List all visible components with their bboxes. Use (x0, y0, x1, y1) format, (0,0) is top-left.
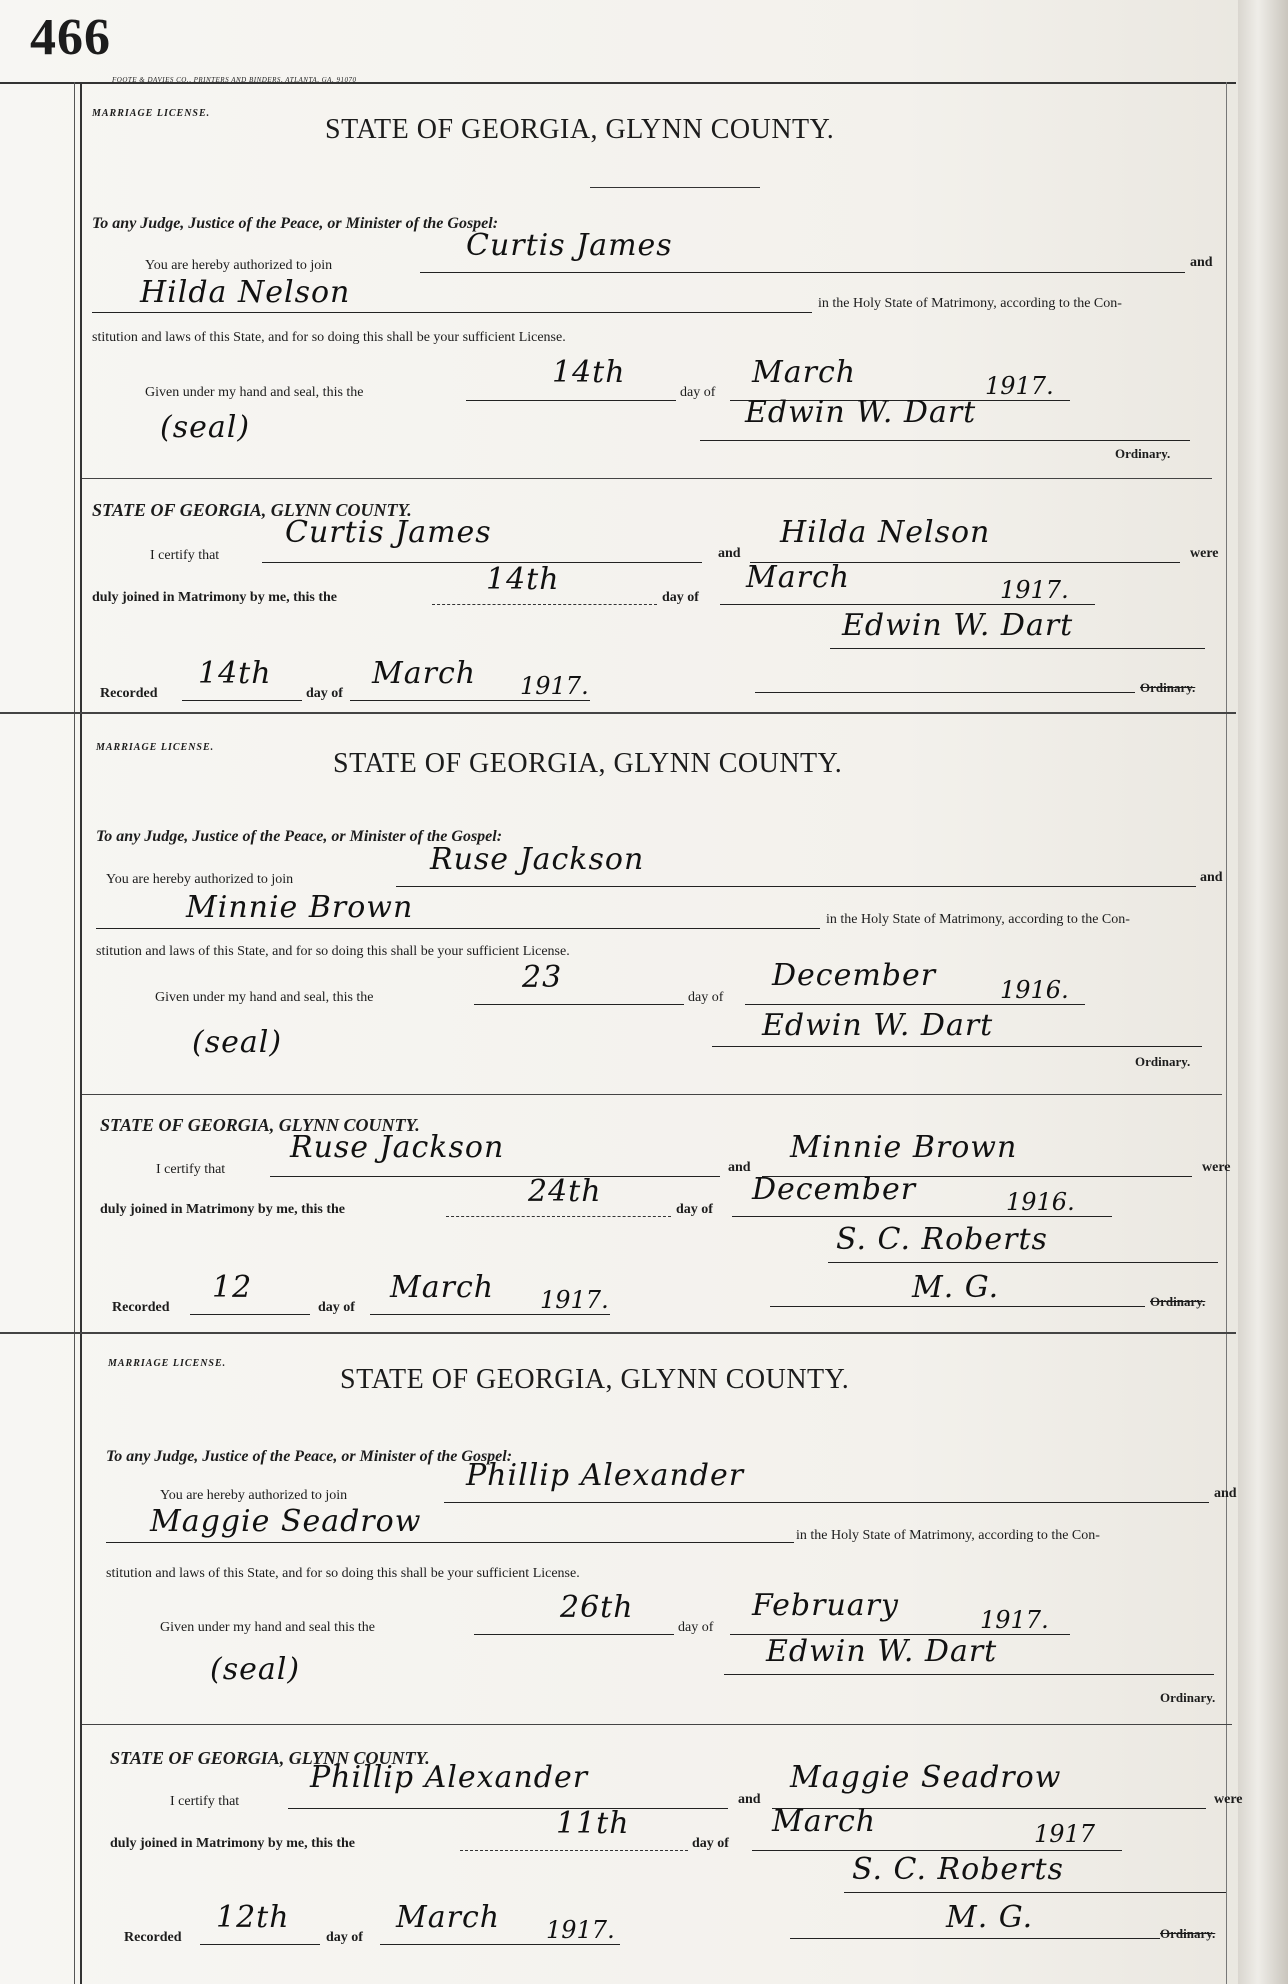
signature-line (724, 1674, 1214, 1675)
constitution-text: stitution and laws of this State, and for so doing this shall be your sufficient License. (92, 330, 566, 345)
addressee-line: To any Judge, Justice of the Peace, or Minister of the Gospel: (92, 215, 499, 232)
bride-name: Minnie Brown (186, 890, 414, 925)
cert-groom: Ruse Jackson (290, 1130, 505, 1165)
authorized-text: You are hereby authorized to join (160, 1488, 348, 1503)
recorded-text: Recorded (124, 1930, 182, 1945)
cert-groom-line (288, 1808, 728, 1809)
and-text: and (1214, 1486, 1237, 1501)
recorded-month-line (350, 700, 590, 701)
license-year: 1916. (1000, 976, 1069, 1004)
constitution-text: stitution and laws of this State, and for so doing this shall be your sufficient License. (106, 1566, 580, 1581)
cert-groom: Phillip Alexander (310, 1760, 589, 1795)
recorded-year: 1917. (540, 1286, 609, 1314)
given-under-text: Given under my hand and seal, this the (155, 990, 374, 1005)
recorded-day: 12 (212, 1270, 253, 1305)
authorized-text: You are hereby authorized to join (106, 872, 294, 887)
ordinary-struck: Ordinary. (1140, 680, 1196, 695)
certify-text: I certify that (170, 1794, 240, 1809)
cert-groom-line (270, 1176, 720, 1177)
license-month: March (752, 355, 857, 390)
license-day-line (466, 400, 676, 401)
groom-name: Curtis James (466, 228, 673, 263)
married-year: 1916. (1006, 1188, 1075, 1216)
bride-name: Hilda Nelson (140, 275, 351, 310)
cert-day-of-text: day of (676, 1202, 713, 1217)
married-day-line (446, 1216, 671, 1217)
bride-line (96, 928, 820, 929)
day-of-text: day of (688, 990, 724, 1005)
license-day: 14th (552, 355, 626, 390)
license-day-line (474, 1004, 684, 1005)
groom-line (420, 272, 1185, 273)
officiant-line (828, 1262, 1218, 1263)
married-day-line (432, 604, 657, 605)
ordinary-struck: Ordinary. (1160, 1926, 1216, 1941)
top-rule (0, 82, 1236, 84)
day-of-text: day of (680, 385, 716, 400)
given-under-text: Given under my hand and seal this the (160, 1620, 376, 1635)
and-text: and (1190, 255, 1213, 270)
recorded-text: Recorded (100, 686, 158, 701)
license-year: 1917. (985, 372, 1054, 400)
cert-day-of-text: day of (662, 590, 699, 605)
groom-line (396, 886, 1196, 887)
certify-text: I certify that (156, 1162, 226, 1177)
recorded-month: March (372, 656, 477, 691)
recorded-day-line (200, 1944, 320, 1945)
officiant-line (844, 1892, 1226, 1893)
margin-rule (80, 82, 82, 1984)
recorded-day-of: day of (326, 1930, 363, 1945)
seal-mark: (seal) (192, 1025, 283, 1060)
holy-state-text: in the Holy State of Matrimony, according to the Con- (826, 912, 1130, 927)
given-under-text: Given under my hand and seal, this the (145, 385, 364, 400)
and-text: and (1200, 870, 1223, 885)
license-title: STATE OF GEORGIA, GLYNN COUNTY. (325, 114, 835, 145)
ordinary-label: Ordinary. (1160, 1690, 1216, 1705)
cert-groom: Curtis James (285, 515, 492, 550)
officiant-signature: S. C. Roberts (836, 1222, 1048, 1257)
married-month: March (746, 560, 851, 595)
married-year: 1917. (1000, 576, 1069, 604)
officiant-line (830, 648, 1205, 649)
recorded-year: 1917. (520, 672, 589, 700)
seal-mark: (seal) (160, 410, 251, 445)
officiant-title: M. G. (946, 1900, 1034, 1935)
married-month-line (720, 604, 1095, 605)
section-divider (82, 478, 1212, 479)
license-signature: Edwin W. Dart (762, 1008, 994, 1043)
recorded-day-of: day of (306, 686, 343, 701)
married-year: 1917 (1034, 1820, 1096, 1848)
book-spine (1238, 0, 1288, 1984)
constitution-text: stitution and laws of this State, and for so doing this shall be your sufficient License. (96, 944, 570, 959)
cert-and-text: and (738, 1792, 761, 1807)
officiant-signature: Edwin W. Dart (842, 608, 1074, 643)
license-title: STATE OF GEORGIA, GLYNN COUNTY. (333, 748, 843, 779)
license-day: 26th (560, 1590, 634, 1625)
married-day: 24th (528, 1174, 602, 1209)
signature-line (700, 440, 1190, 441)
seal-mark: (seal) (210, 1652, 301, 1687)
recorded-day-of: day of (318, 1300, 355, 1315)
day-of-text: day of (678, 1620, 714, 1635)
license-day-line (474, 1634, 674, 1635)
duly-joined-text: duly joined in Matrimony by me, this the (100, 1202, 346, 1217)
cert-and-text: and (728, 1160, 751, 1175)
duly-joined-text: duly joined in Matrimony by me, this the (110, 1836, 356, 1851)
recorded-ordinary-line (770, 1306, 1145, 1307)
cert-and-text: and (718, 546, 741, 561)
addressee-line: To any Judge, Justice of the Peace, or Minister of the Gospel: (96, 828, 503, 845)
signature-line (712, 1046, 1202, 1047)
bride-line (92, 312, 812, 313)
recorded-text: Recorded (112, 1300, 170, 1315)
cert-bride: Maggie Seadrow (790, 1760, 1062, 1795)
license-month: February (752, 1588, 899, 1623)
groom-line (444, 1502, 1209, 1503)
ordinary-label: Ordinary. (1115, 446, 1171, 461)
officiant-signature: S. C. Roberts (852, 1852, 1064, 1887)
license-title: STATE OF GEORGIA, GLYNN COUNTY. (340, 1364, 850, 1395)
right-margin-rule (1226, 82, 1227, 1984)
license-day: 23 (522, 960, 563, 995)
section-divider (82, 1724, 1232, 1725)
record-divider (0, 712, 1236, 714)
cert-bride: Minnie Brown (790, 1130, 1018, 1165)
margin-rule-outer (74, 82, 75, 1984)
authorized-text: You are hereby authorized to join (145, 258, 333, 273)
bride-name: Maggie Seadrow (150, 1504, 422, 1539)
license-label: MARRIAGE LICENSE. (108, 1358, 227, 1369)
license-label: MARRIAGE LICENSE. (92, 108, 211, 119)
officiant-title: M. G. (912, 1270, 1000, 1305)
certify-text: I certify that (150, 548, 220, 563)
record-divider (0, 1332, 1236, 1334)
recorded-day: 14th (198, 656, 272, 691)
ordinary-struck: Ordinary. (1150, 1294, 1206, 1309)
recorded-ordinary-line (790, 1938, 1160, 1939)
page-number: 466 (30, 9, 111, 66)
license-year: 1917. (980, 1606, 1049, 1634)
ordinary-label: Ordinary. (1135, 1054, 1191, 1069)
groom-name: Ruse Jackson (430, 842, 645, 877)
recorded-day-line (182, 700, 302, 701)
bride-line (106, 1542, 794, 1543)
license-month-line (745, 1004, 1085, 1005)
license-month: December (772, 958, 937, 993)
duly-joined-text: duly joined in Matrimony by me, this the (92, 590, 338, 605)
certificate-heading: STATE OF GEORGIA, GLYNN COUNTY. (110, 1748, 430, 1768)
recorded-month: March (390, 1270, 495, 1305)
married-day-line (460, 1850, 688, 1851)
license-signature: Edwin W. Dart (766, 1634, 998, 1669)
recorded-month: March (396, 1900, 501, 1935)
married-month-line (752, 1850, 1122, 1851)
married-month-line (732, 1216, 1112, 1217)
married-day: 11th (556, 1806, 630, 1841)
groom-name: Phillip Alexander (466, 1458, 745, 1493)
certificate-heading: STATE OF GEORGIA, GLYNN COUNTY. (92, 500, 412, 520)
cert-bride: Hilda Nelson (780, 515, 991, 550)
were-text: were (1190, 546, 1219, 561)
certificate-heading: STATE OF GEORGIA, GLYNN COUNTY. (100, 1115, 420, 1135)
recorded-ordinary-line (755, 692, 1135, 693)
section-divider (82, 1094, 1222, 1095)
recorded-year: 1917. (546, 1916, 615, 1944)
cert-day-of-text: day of (692, 1836, 729, 1851)
printer-imprint: FOOTE & DAVIES CO., PRINTERS AND BINDERS, ATLANTA, GA. 91070 (112, 76, 357, 84)
title-rule (590, 187, 760, 188)
married-day: 14th (486, 562, 560, 597)
married-month: March (772, 1804, 877, 1839)
recorded-day: 12th (216, 1900, 290, 1935)
recorded-day-line (190, 1314, 310, 1315)
recorded-month-line (370, 1314, 610, 1315)
holy-state-text: in the Holy State of Matrimony, according to the Con- (818, 296, 1122, 311)
license-label: MARRIAGE LICENSE. (96, 742, 215, 753)
license-signature: Edwin W. Dart (745, 395, 977, 430)
addressee-line: To any Judge, Justice of the Peace, or Minister of the Gospel: (106, 1448, 513, 1465)
married-month: December (752, 1172, 917, 1207)
were-text: were (1214, 1792, 1243, 1807)
recorded-month-line (380, 1944, 620, 1945)
cert-groom-line (262, 562, 702, 563)
holy-state-text: in the Holy State of Matrimony, according to the Con- (796, 1528, 1100, 1543)
were-text: were (1202, 1160, 1231, 1175)
